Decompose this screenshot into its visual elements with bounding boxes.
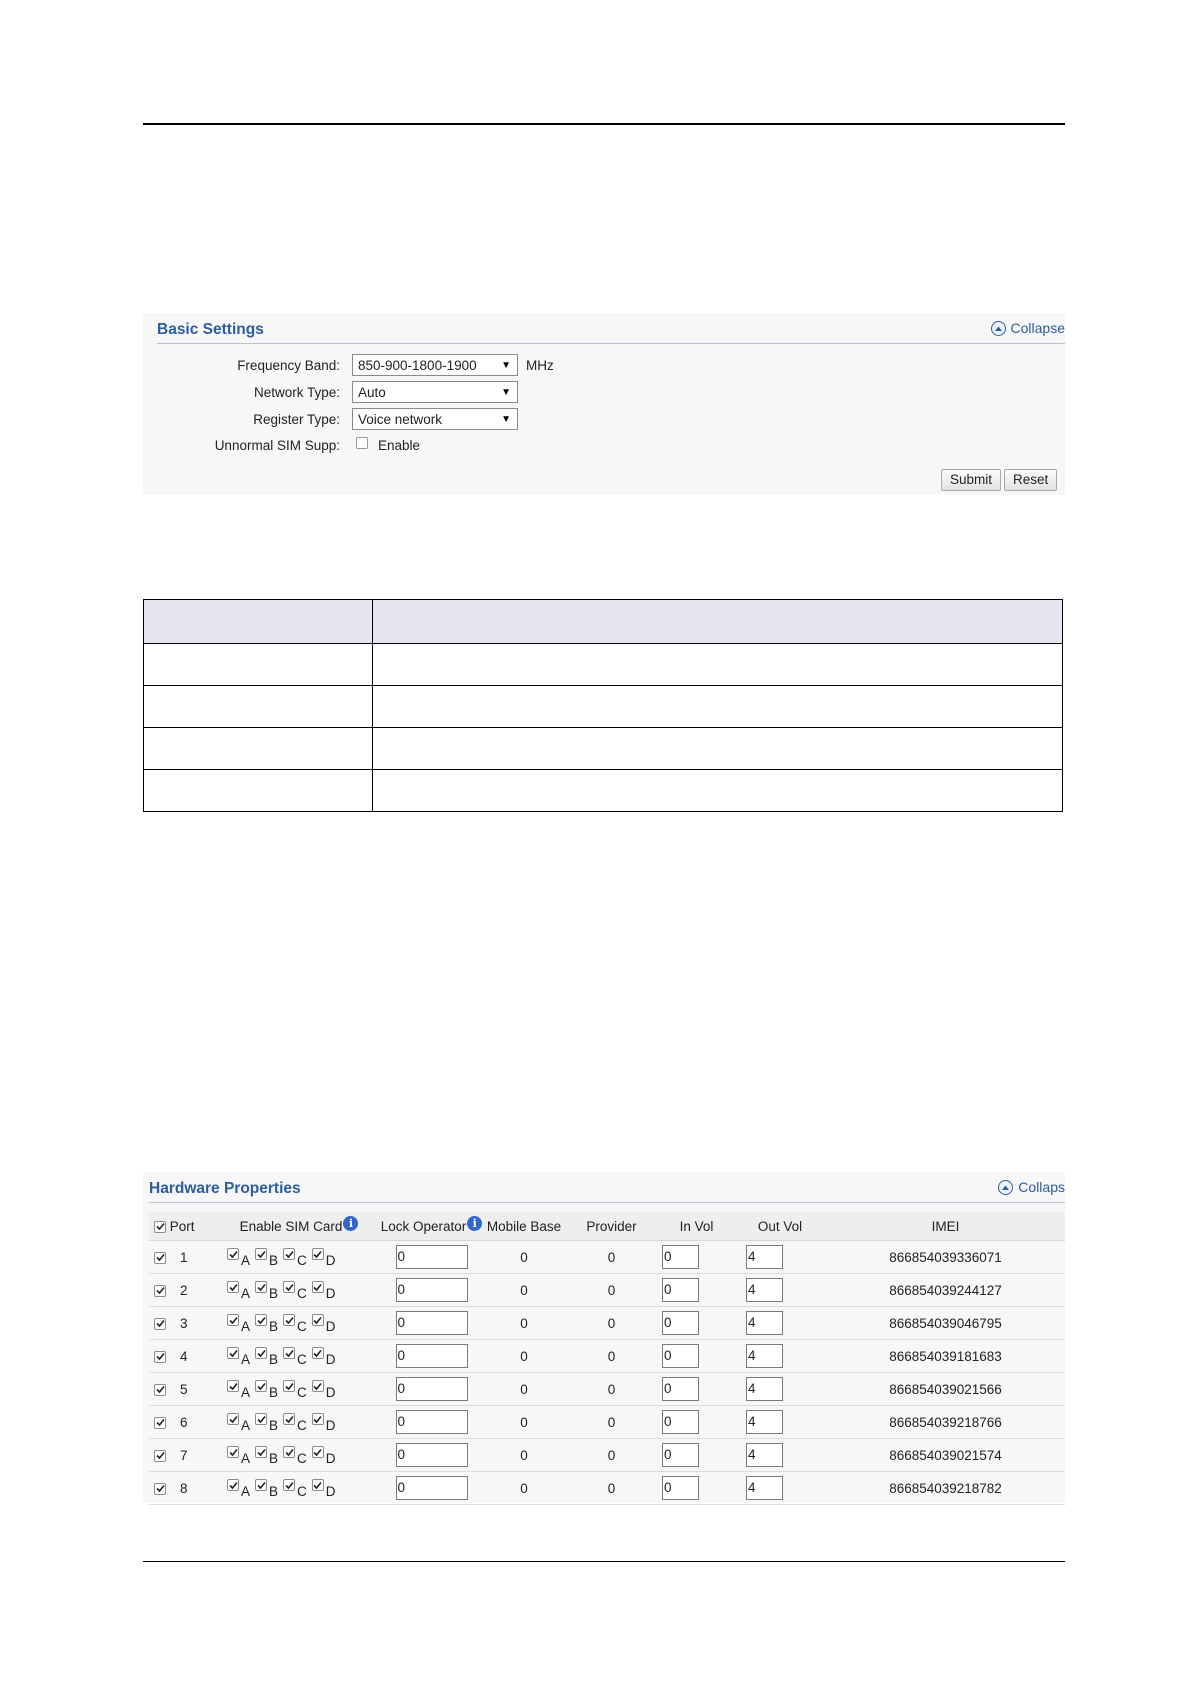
in-vol-cell: [659, 1340, 734, 1373]
sim-letter-label: C: [297, 1385, 307, 1401]
sim-b-checkbox[interactable]: [255, 1446, 267, 1458]
sim-letter-label: D: [325, 1451, 336, 1467]
register-type-row: [143, 407, 518, 431]
in-vol-cell: [659, 1274, 734, 1307]
sim-letter-label: A: [241, 1385, 251, 1401]
sim-a-checkbox[interactable]: [227, 1281, 239, 1293]
in-vol-input[interactable]: 0: [662, 1410, 699, 1434]
sim-letter-label: B: [269, 1253, 279, 1269]
imei-cell: 866854039021574: [826, 1439, 1065, 1472]
in-vol-input[interactable]: 0: [662, 1344, 699, 1368]
sim-slot: [227, 1351, 250, 1366]
hardware-row: [149, 1340, 1065, 1373]
port-cell: [149, 1340, 219, 1373]
hardware-row: [149, 1274, 1065, 1307]
sim-slot: [312, 1450, 336, 1465]
table-cell: [373, 644, 1063, 686]
out-vol-cell: [734, 1406, 826, 1439]
basic-settings-collapse-button[interactable]: [991, 320, 1065, 336]
lock-operator-input[interactable]: 0: [396, 1476, 468, 1500]
sim-slot: [283, 1351, 307, 1366]
port-cell: [149, 1274, 219, 1307]
sim-b-checkbox[interactable]: [255, 1413, 267, 1425]
lock-operator-input[interactable]: 0: [396, 1311, 468, 1335]
sim-letter-label: A: [241, 1352, 251, 1368]
sim-slot: [227, 1252, 250, 1267]
sim-slot: [283, 1252, 307, 1267]
port-checkbox[interactable]: [154, 1450, 166, 1462]
table-cell: [144, 686, 373, 728]
port-checkbox[interactable]: [154, 1252, 166, 1264]
mobile-base-cell: 0: [484, 1241, 564, 1274]
sim-slot: [227, 1417, 250, 1432]
sim-b-checkbox[interactable]: [255, 1347, 267, 1359]
basic-settings-panel: [143, 313, 1065, 495]
mobile-base-cell: 0: [484, 1406, 564, 1439]
imei-cell: 866854039046795: [826, 1307, 1065, 1340]
in-vol-cell: [659, 1406, 734, 1439]
in-vol-input[interactable]: 0: [662, 1245, 699, 1269]
hardware-properties-title: Hardware Properties: [149, 1180, 301, 1197]
port-cell: [149, 1307, 219, 1340]
enable-sim-cell: [219, 1274, 379, 1307]
in-vol-cell: [659, 1241, 734, 1274]
sim-letter-label: C: [297, 1286, 307, 1302]
lock-operator-input[interactable]: 0: [396, 1410, 468, 1434]
sim-letter-label: D: [325, 1418, 336, 1434]
out-vol-input[interactable]: 4: [746, 1278, 783, 1302]
sim-letter-label: C: [297, 1484, 307, 1500]
sim-c-checkbox[interactable]: [283, 1446, 295, 1458]
sim-a-checkbox[interactable]: [227, 1446, 239, 1458]
chevron-up-circle-icon: [991, 321, 1006, 336]
out-vol-cell: [734, 1373, 826, 1406]
out-vol-cell: [734, 1472, 826, 1505]
sim-letter-label: A: [241, 1418, 251, 1434]
out-vol-input[interactable]: 4: [746, 1311, 783, 1335]
lock-operator-input[interactable]: 0: [396, 1443, 468, 1467]
unnormal-sim-option-label: Enable: [378, 437, 421, 453]
table-cell: [373, 770, 1063, 812]
sim-slot: [283, 1483, 307, 1498]
basic-settings-header: [143, 313, 1065, 345]
sim-c-checkbox[interactable]: [283, 1380, 295, 1392]
sim-b-checkbox[interactable]: [255, 1281, 267, 1293]
sim-letter-label: C: [297, 1319, 307, 1335]
sim-slot: [255, 1351, 278, 1366]
table-cell: [373, 728, 1063, 770]
lock-operator-cell: [379, 1274, 484, 1307]
frequency-band-select[interactable]: [352, 354, 518, 376]
dropdown-arrow-icon: ▼: [501, 359, 511, 371]
sim-letter-label: A: [241, 1451, 251, 1467]
sim-slot: [283, 1417, 307, 1432]
table-row: [144, 644, 1063, 686]
sim-d-checkbox[interactable]: [312, 1479, 324, 1491]
sim-slot: [227, 1318, 250, 1333]
sim-slot: [227, 1483, 250, 1498]
table-cell: [144, 644, 373, 686]
sim-slot: [312, 1318, 336, 1333]
unnormal-sim-row: [143, 433, 420, 457]
lock-operator-cell: [379, 1439, 484, 1472]
provider-cell: 0: [564, 1340, 659, 1373]
port-cell: [149, 1406, 219, 1439]
port-cell: [149, 1373, 219, 1406]
in-vol-cell: [659, 1373, 734, 1406]
port-number: 4: [180, 1348, 188, 1364]
sim-slot: [283, 1384, 307, 1399]
lock-operator-header-label: Lock Operator: [380, 1218, 467, 1234]
sim-slot: [312, 1285, 336, 1300]
sim-d-checkbox[interactable]: [312, 1314, 324, 1326]
network-type-row: [143, 380, 518, 404]
sim-letter-label: B: [269, 1286, 279, 1302]
provider-header: Provider: [564, 1212, 659, 1241]
out-vol-cell: [734, 1241, 826, 1274]
sim-d-checkbox[interactable]: [312, 1248, 324, 1260]
port-checkbox[interactable]: [154, 1285, 166, 1297]
out-vol-input[interactable]: 4: [746, 1410, 783, 1434]
chevron-up-circle-icon: [998, 1180, 1013, 1195]
hardware-collapse-button[interactable]: [998, 1179, 1065, 1195]
port-header-label: Port: [169, 1218, 195, 1234]
lock-operator-cell: [379, 1373, 484, 1406]
sim-slot: [255, 1483, 278, 1498]
mobile-base-cell: 0: [484, 1373, 564, 1406]
lock-operator-input[interactable]: 0: [396, 1278, 468, 1302]
sim-a-checkbox[interactable]: [227, 1413, 239, 1425]
collapse-label: Collaps: [1018, 1179, 1065, 1195]
frequency-band-label: Frequency Band:: [237, 357, 340, 373]
sim-slot: [255, 1252, 278, 1267]
in-vol-cell: [659, 1472, 734, 1505]
port-checkbox[interactable]: [154, 1318, 166, 1330]
out-vol-input[interactable]: 4: [746, 1344, 783, 1368]
sim-slot: [255, 1450, 278, 1465]
network-type-label: Network Type:: [253, 384, 340, 400]
out-vol-input[interactable]: 4: [746, 1443, 783, 1467]
sim-letter-label: B: [269, 1484, 279, 1500]
sim-d-checkbox[interactable]: [312, 1347, 324, 1359]
enable-sim-header-label: Enable SIM Card: [239, 1218, 343, 1234]
lock-operator-cell: [379, 1307, 484, 1340]
sim-letter-label: D: [325, 1319, 336, 1335]
imei-header: IMEI: [826, 1212, 1065, 1241]
sim-letter-label: B: [269, 1451, 279, 1467]
mobile-base-cell: 0: [484, 1439, 564, 1472]
sim-slot: [227, 1285, 250, 1300]
port-checkbox[interactable]: [154, 1351, 166, 1363]
port-number: 2: [180, 1282, 188, 1298]
in-vol-input[interactable]: 0: [662, 1311, 699, 1335]
sim-slot: [255, 1285, 278, 1300]
lock-operator-input[interactable]: 0: [396, 1344, 468, 1368]
submit-button[interactable]: Submit: [941, 469, 1001, 491]
imei-cell: 866854039244127: [826, 1274, 1065, 1307]
out-vol-input[interactable]: 4: [746, 1245, 783, 1269]
port-number: 7: [180, 1447, 188, 1463]
enable-sim-cell: [219, 1241, 379, 1274]
enable-sim-cell: [219, 1373, 379, 1406]
port-number: 6: [180, 1414, 188, 1430]
port-cell: [149, 1439, 219, 1472]
in-vol-input[interactable]: 0: [662, 1443, 699, 1467]
sim-slot: [227, 1450, 250, 1465]
reset-button[interactable]: Reset: [1004, 469, 1057, 491]
collapse-label: Collapse: [1010, 320, 1065, 336]
port-number: 8: [180, 1480, 188, 1496]
sim-letter-label: B: [269, 1319, 279, 1335]
sim-slot: [312, 1384, 336, 1399]
sim-letter-label: C: [297, 1253, 307, 1269]
port-checkbox[interactable]: [154, 1417, 166, 1429]
header-divider: [149, 1202, 1065, 1203]
sim-slot: [283, 1285, 307, 1300]
provider-cell: 0: [564, 1274, 659, 1307]
sim-slot: [312, 1252, 336, 1267]
sim-d-checkbox[interactable]: [312, 1413, 324, 1425]
lock-operator-header: [379, 1212, 484, 1241]
enable-sim-cell: [219, 1406, 379, 1439]
register-type-value: Voice network: [358, 411, 443, 427]
imei-cell: 866854039218782: [826, 1472, 1065, 1505]
sim-letter-label: A: [241, 1319, 251, 1335]
hardware-table-header-row: [149, 1212, 1065, 1241]
network-type-value: Auto: [358, 384, 386, 400]
port-header: [149, 1212, 219, 1241]
port-checkbox[interactable]: [154, 1483, 166, 1495]
basic-settings-title: Basic Settings: [157, 321, 264, 338]
hardware-row: [149, 1373, 1065, 1406]
sim-letter-label: D: [325, 1484, 336, 1500]
port-cell: [149, 1241, 219, 1274]
hardware-row: [149, 1439, 1065, 1472]
dropdown-arrow-icon: ▼: [501, 386, 511, 398]
sim-c-checkbox[interactable]: [283, 1347, 295, 1359]
table-cell: [144, 770, 373, 812]
sim-a-checkbox[interactable]: [227, 1380, 239, 1392]
port-number: 3: [180, 1315, 188, 1331]
in-vol-cell: [659, 1439, 734, 1472]
table-row: [144, 770, 1063, 812]
in-vol-input[interactable]: 0: [662, 1278, 699, 1302]
table-cell: [144, 728, 373, 770]
enable-sim-cell: [219, 1472, 379, 1505]
sim-letter-label: D: [325, 1253, 336, 1269]
lock-operator-cell: [379, 1406, 484, 1439]
table-cell: [144, 600, 373, 644]
provider-cell: 0: [564, 1241, 659, 1274]
mobile-base-cell: 0: [484, 1472, 564, 1505]
frequency-band-row: [143, 353, 554, 377]
enable-sim-cell: [219, 1340, 379, 1373]
sim-letter-label: B: [269, 1418, 279, 1434]
sim-b-checkbox[interactable]: [255, 1380, 267, 1392]
out-vol-input[interactable]: 4: [746, 1476, 783, 1500]
table-row: [144, 686, 1063, 728]
sim-slot: [312, 1351, 336, 1366]
provider-cell: 0: [564, 1406, 659, 1439]
header-divider: [157, 343, 1065, 344]
sim-d-checkbox[interactable]: [312, 1380, 324, 1392]
sim-slot: [255, 1318, 278, 1333]
provider-cell: 0: [564, 1472, 659, 1505]
in-vol-input[interactable]: 0: [662, 1377, 699, 1401]
unnormal-sim-checkbox[interactable]: [356, 437, 368, 449]
sim-slot: [255, 1384, 278, 1399]
port-number: 1: [180, 1249, 188, 1265]
provider-cell: 0: [564, 1373, 659, 1406]
sim-c-checkbox[interactable]: [283, 1413, 295, 1425]
sim-slot: [227, 1384, 250, 1399]
page-footer-rule: [143, 1561, 1065, 1562]
hardware-properties-panel: [143, 1172, 1065, 1503]
sim-letter-label: D: [325, 1385, 336, 1401]
enable-sim-cell: [219, 1439, 379, 1472]
sim-letter-label: C: [297, 1451, 307, 1467]
in-vol-header: In Vol: [659, 1212, 734, 1241]
sim-slot: [283, 1318, 307, 1333]
hardware-row: [149, 1472, 1065, 1505]
sim-d-checkbox[interactable]: [312, 1446, 324, 1458]
register-type-label: Register Type:: [253, 411, 340, 427]
sim-letter-label: B: [269, 1385, 279, 1401]
hardware-row: [149, 1241, 1065, 1274]
out-vol-header: Out Vol: [734, 1212, 826, 1241]
sim-b-checkbox[interactable]: [255, 1248, 267, 1260]
sim-c-checkbox[interactable]: [283, 1281, 295, 1293]
sim-slot: [312, 1483, 336, 1498]
port-checkbox[interactable]: [154, 1384, 166, 1396]
sim-letter-label: A: [241, 1253, 251, 1269]
out-vol-cell: [734, 1439, 826, 1472]
table-cell: [373, 600, 1063, 644]
in-vol-input[interactable]: 0: [662, 1476, 699, 1500]
lock-operator-input[interactable]: 0: [396, 1245, 468, 1269]
hardware-row: [149, 1307, 1065, 1340]
imei-cell: 866854039021566: [826, 1373, 1065, 1406]
lock-operator-cell: [379, 1340, 484, 1373]
sim-b-checkbox[interactable]: [255, 1314, 267, 1326]
dropdown-arrow-icon: ▼: [501, 413, 511, 425]
sim-slot: [255, 1417, 278, 1432]
out-vol-cell: [734, 1274, 826, 1307]
sim-c-checkbox[interactable]: [283, 1314, 295, 1326]
provider-cell: 0: [564, 1307, 659, 1340]
mobile-base-cell: 0: [484, 1307, 564, 1340]
mobile-base-cell: 0: [484, 1340, 564, 1373]
hardware-row: [149, 1406, 1065, 1439]
sim-letter-label: D: [325, 1352, 336, 1368]
page-header-rule: [143, 123, 1065, 125]
hardware-table-body: [149, 1241, 1065, 1505]
sim-letter-label: C: [297, 1352, 307, 1368]
mobile-base-header: Mobile Base: [484, 1212, 564, 1241]
frequency-band-value: 850-900-1800-1900: [358, 357, 477, 373]
lock-operator-cell: [379, 1241, 484, 1274]
info-icon[interactable]: i: [467, 1216, 482, 1231]
port-cell: [149, 1472, 219, 1505]
description-table: [143, 599, 1063, 812]
hardware-properties-header: [143, 1172, 1065, 1204]
sim-a-checkbox[interactable]: [227, 1314, 239, 1326]
enable-sim-header: [219, 1212, 379, 1241]
sim-d-checkbox[interactable]: [312, 1281, 324, 1293]
sim-b-checkbox[interactable]: [255, 1479, 267, 1491]
info-icon[interactable]: i: [343, 1216, 358, 1231]
sim-letter-label: D: [325, 1286, 336, 1302]
table-header-row: [144, 600, 1063, 644]
hardware-table: [149, 1212, 1065, 1505]
table-cell: [373, 686, 1063, 728]
sim-letter-label: A: [241, 1286, 251, 1302]
network-type-select[interactable]: [352, 381, 518, 403]
sim-a-checkbox[interactable]: [227, 1479, 239, 1491]
unnormal-sim-label: Unnormal SIM Supp:: [214, 437, 340, 453]
imei-cell: 866854039218766: [826, 1406, 1065, 1439]
sim-a-checkbox[interactable]: [227, 1248, 239, 1260]
sim-letter-label: A: [241, 1484, 251, 1500]
imei-cell: 866854039181683: [826, 1340, 1065, 1373]
out-vol-input[interactable]: 4: [746, 1377, 783, 1401]
lock-operator-input[interactable]: 0: [396, 1377, 468, 1401]
sim-slot: [312, 1417, 336, 1432]
select-all-ports-checkbox[interactable]: [154, 1221, 166, 1233]
imei-cell: 866854039336071: [826, 1241, 1065, 1274]
table-row: [144, 728, 1063, 770]
out-vol-cell: [734, 1307, 826, 1340]
sim-letter-label: B: [269, 1352, 279, 1368]
sim-c-checkbox[interactable]: [283, 1479, 295, 1491]
port-number: 5: [180, 1381, 188, 1397]
out-vol-cell: [734, 1340, 826, 1373]
in-vol-cell: [659, 1307, 734, 1340]
frequency-unit: MHz: [526, 357, 554, 373]
sim-letter-label: C: [297, 1418, 307, 1434]
provider-cell: 0: [564, 1439, 659, 1472]
register-type-select[interactable]: [352, 408, 518, 430]
sim-slot: [283, 1450, 307, 1465]
sim-a-checkbox[interactable]: [227, 1347, 239, 1359]
lock-operator-cell: [379, 1472, 484, 1505]
mobile-base-cell: 0: [484, 1274, 564, 1307]
enable-sim-cell: [219, 1307, 379, 1340]
sim-c-checkbox[interactable]: [283, 1248, 295, 1260]
